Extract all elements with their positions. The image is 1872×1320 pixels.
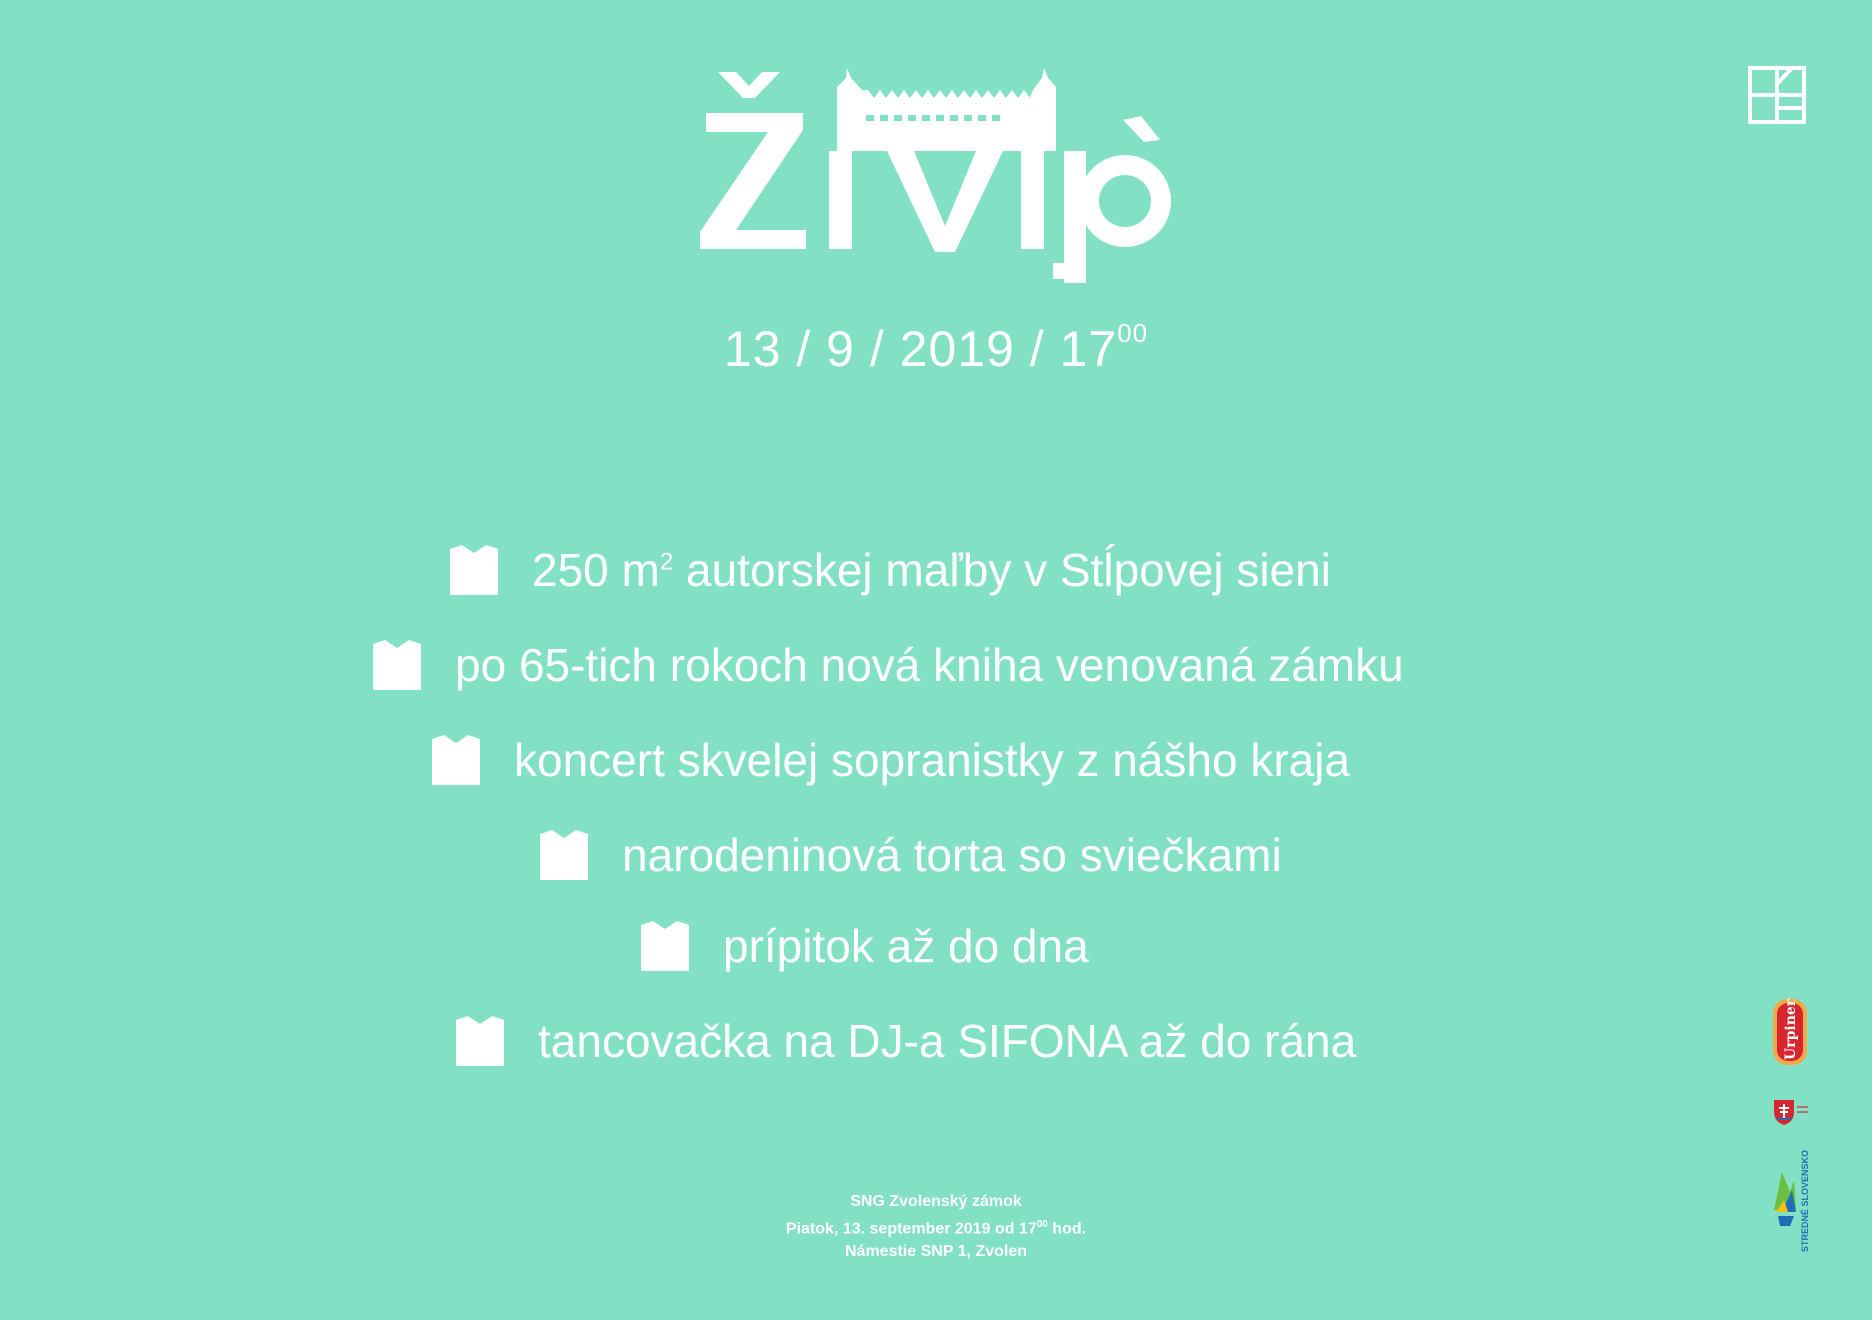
stredne-slovensko-logo (1770, 1150, 1812, 1256)
event-datetime: Piatok, 13. september 2019 od $17^{00}$ hod. (785, 1219, 1087, 1238)
event-date-main: 13 / 9 / 2019 / 17 (723, 321, 1118, 377)
castle-book-icon (450, 545, 498, 595)
svg-text:Urpiner: Urpiner (1783, 998, 1799, 1060)
highlight-text: prípitok až do dna (723, 920, 1089, 972)
venue-address: Námestie SNP 1, Zvolen (845, 1243, 1027, 1261)
highlight-item-3 (432, 725, 1350, 795)
venue-footer (0, 1190, 1872, 1263)
castle-book-icon (373, 640, 421, 690)
highlight-text: narodeninová torta so sviečkami (622, 829, 1282, 881)
venue-name: SNG Zvolenský zámok (850, 1193, 1022, 1210)
highlight-text: 250 $m^2$ autorskej maľby v Stĺpovej sieni (532, 544, 1331, 596)
highlight-item-2 (373, 630, 1404, 700)
highlight-item-1 (450, 535, 1331, 605)
event-date-minutes: 00 (1117, 318, 1149, 349)
castle-book-icon (540, 830, 588, 880)
highlight-text: po 65-tich rokoch nová kniha venovaná zámku (455, 639, 1404, 691)
highlight-text: tancovačka na DJ-a SIFONA až do rána (538, 1015, 1357, 1067)
slovak-crest-icon (1772, 1098, 1810, 1126)
event-date (0, 320, 1872, 378)
title-zivijo (0, 0, 1872, 320)
svg-text:STREDNÉ SLOVENSKO: STREDNÉ SLOVENSKO (1800, 1150, 1810, 1252)
castle-book-icon (456, 1016, 504, 1066)
highlight-text: koncert skvelej sopranistky z nášho kraja (514, 734, 1351, 786)
highlight-item-4 (540, 820, 1282, 890)
highlight-item-5 (641, 911, 1089, 981)
urpiner-logo (1772, 998, 1808, 1066)
castle-book-icon (432, 735, 480, 785)
highlight-item-6 (456, 1006, 1356, 1076)
castle-book-icon (641, 921, 689, 971)
sng-logo-icon (1748, 66, 1806, 124)
